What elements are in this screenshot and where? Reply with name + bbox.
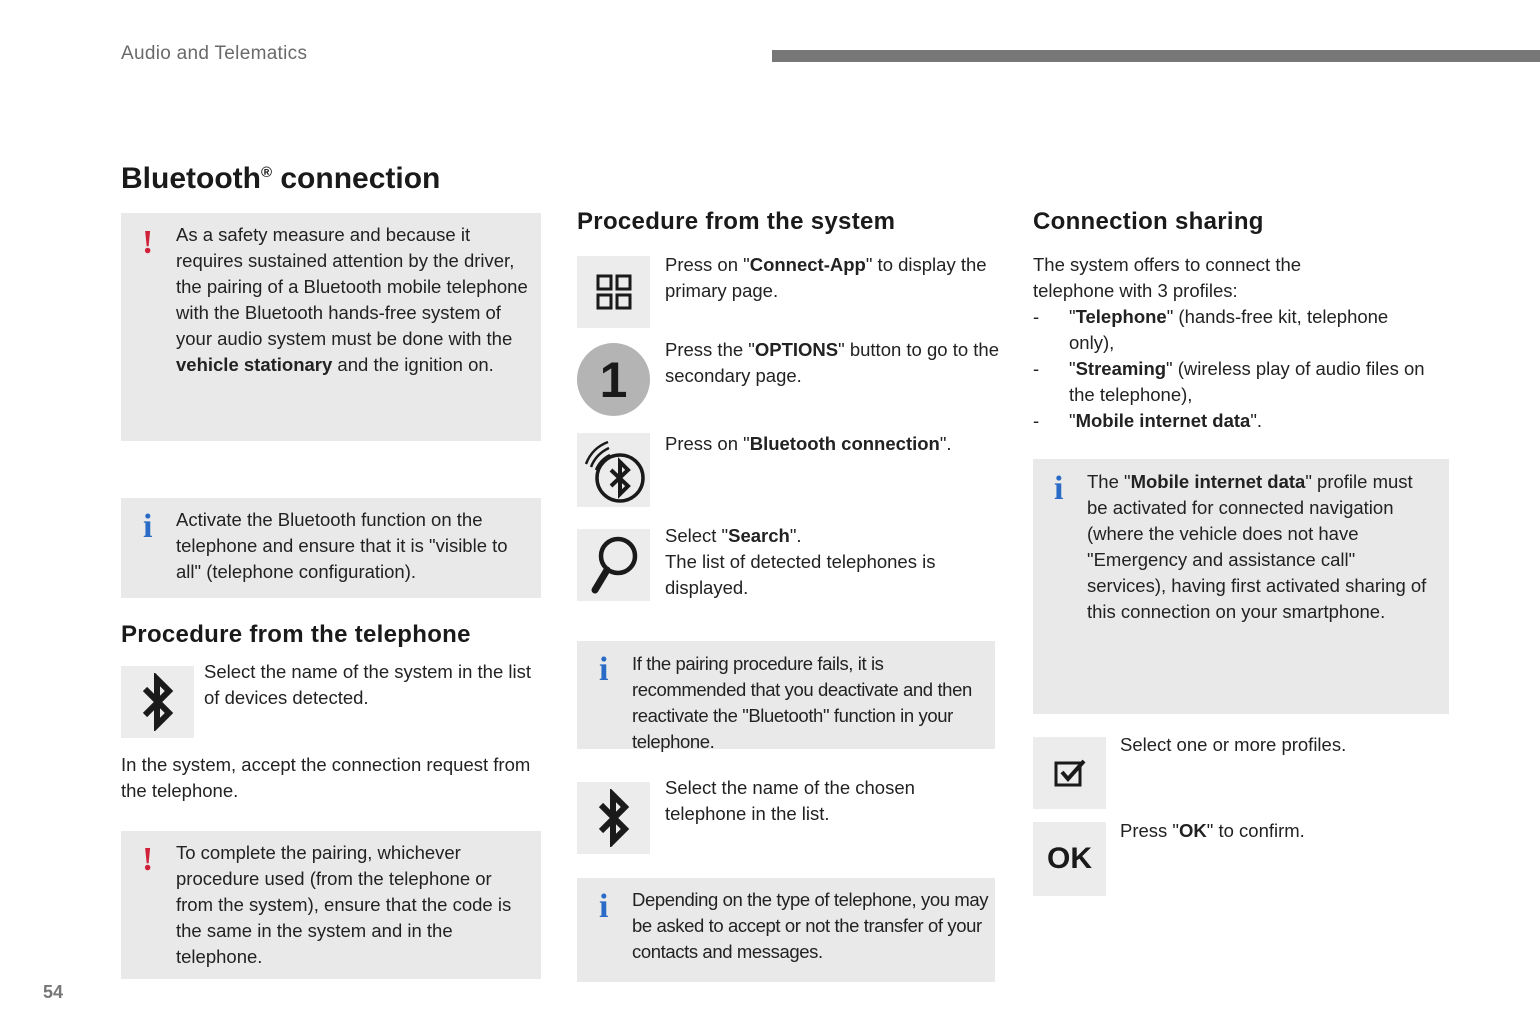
- mobile-data-info-text: The "Mobile internet data" profile must be activated for connected navigation (where the vehicle does not have "Emergency and assistance call" services), having first activated sharing of this connection on your smartphone.: [1087, 471, 1427, 622]
- safety-warning-text: As a safety measure and because it requires sustained attention by the driver, the pairing of a Bluetooth mobile telephone with the Bluetooth hands-free system of your audio system must be done with the vehicle stationary and the ignition on.: [176, 224, 528, 375]
- search-step-text: Select "Search". The list of detected telephones is displayed.: [665, 525, 936, 598]
- bluetooth-connection-step-text: Press on "Bluetooth connection".: [665, 433, 952, 454]
- page-number: 54: [43, 982, 64, 1002]
- info-icon: i: [1054, 470, 1064, 507]
- info-icon: i: [143, 508, 153, 545]
- search-icon: [577, 529, 650, 601]
- profiles-intro-text: The system offers to connect the telephone with 3 profiles:: [1033, 254, 1302, 301]
- activate-bluetooth-text: Activate the Bluetooth function on the telephone and ensure that it is "visible to all" (telephone configuration).: [176, 509, 508, 582]
- page-title: Bluetooth® connection: [121, 162, 441, 195]
- checkbox-icon: [1033, 737, 1106, 809]
- warning-icon: !: [142, 841, 154, 878]
- select-profiles-text: Select one or more profiles.: [1120, 734, 1347, 755]
- profiles-list: [1033, 304, 1433, 434]
- system-procedure-heading: Procedure from the system: [577, 208, 896, 235]
- profile-item-streaming: - "Streaming" (wireless play of audio files on the telephone),: [1033, 356, 1433, 408]
- connect-app-step-text: Press on "Connect-App" to display the primary page.: [665, 254, 987, 301]
- options-step-badge: 1: [577, 343, 650, 416]
- telephone-step-text: Select the name of the system in the list of devices detected.: [204, 661, 531, 708]
- ok-button-icon: OK: [1033, 822, 1106, 896]
- accept-request-text: In the system, accept the connection request from the telephone.: [121, 754, 531, 801]
- info-icon: i: [599, 888, 609, 925]
- pairing-code-warning-text: To complete the pairing, whichever procedure used (from the telephone or from the system), ensure that the code is the same in the system and in the telephone.: [176, 842, 512, 967]
- profile-item-telephone: - "Telephone" (hands-free kit, telephone only),: [1033, 304, 1433, 356]
- confirm-text: Press "OK" to confirm.: [1120, 820, 1305, 841]
- profile-item-mobile-internet-data: - "Mobile internet data".: [1033, 408, 1433, 434]
- pairing-failure-text: If the pairing procedure fails, it is recommended that you deactivate and then reactivate the "Bluetooth" function in your telephone.: [632, 653, 972, 752]
- warning-icon: !: [142, 224, 154, 261]
- header-bar: [772, 50, 1540, 62]
- bluetooth-icon: [121, 666, 194, 738]
- telephone-procedure-heading: Procedure from the telephone: [121, 621, 471, 648]
- options-step-text: Press the "OPTIONS" button to go to the secondary page.: [665, 339, 999, 386]
- choose-telephone-step-text: Select the name of the chosen telephone in the list.: [665, 777, 915, 824]
- connection-sharing-heading: Connection sharing: [1033, 208, 1264, 235]
- bluetooth-connection-icon: [577, 433, 650, 507]
- contacts-transfer-text: Depending on the type of telephone, you may be asked to accept or not the transfer of your contacts and messages.: [632, 889, 989, 962]
- apps-grid-icon: [577, 256, 650, 328]
- section-header: Audio and Telematics: [121, 43, 308, 64]
- bluetooth-icon: [577, 782, 650, 854]
- info-icon: i: [599, 651, 609, 688]
